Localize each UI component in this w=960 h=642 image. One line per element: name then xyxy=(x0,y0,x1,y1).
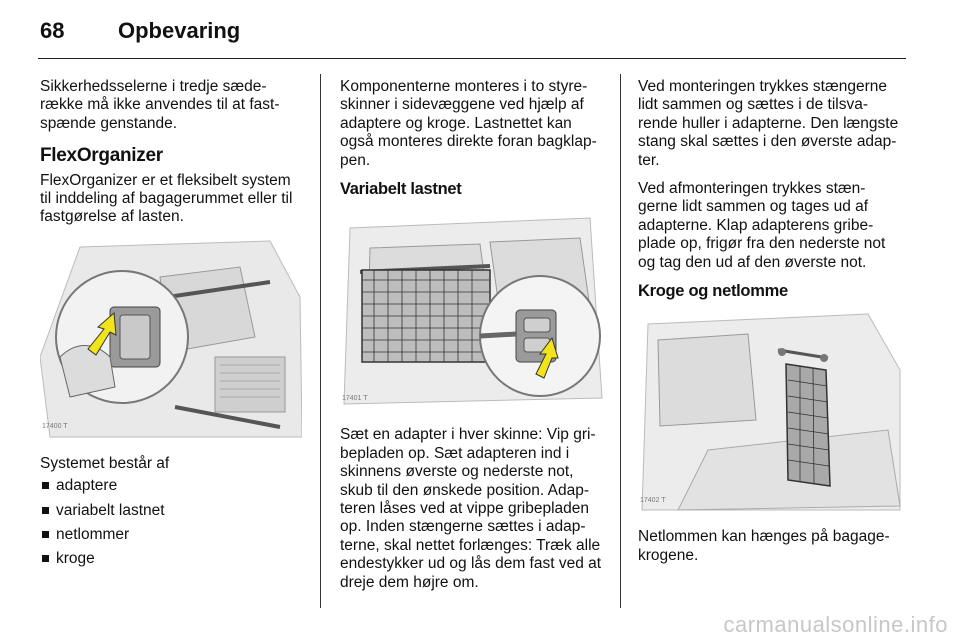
column-divider xyxy=(620,74,621,608)
list-item: adaptere xyxy=(40,477,304,495)
figure-code: 17401 T xyxy=(342,395,368,403)
column-1 xyxy=(40,78,304,575)
figure-code: 17400 T xyxy=(42,423,68,431)
page-header xyxy=(0,0,960,62)
mounting-text: Komponenterne monteres i to styre-skinner i sidevæggene ved hjælp af adaptere og kroge. Lastnettet kan også monteres direkte foran bagklap-pen. xyxy=(340,78,597,169)
figure-flexorganizer-adapter xyxy=(40,237,304,441)
list-item: variabelt lastnet xyxy=(40,502,304,520)
page-number: 68 xyxy=(40,18,65,43)
flexorganizer-text: FlexOrganizer er et fleksibelt system til inddeling af bagagerummet eller til fastgørelse af lasten. xyxy=(40,171,293,226)
figure-variable-net xyxy=(340,208,604,412)
removal-text: Ved afmonteringen trykkes stæn-gerne lidt sammen og tages ud af adapterne. Klap adapterens gribe-plade op, frigør fra den nederste not og tag den ud af den øverste not. xyxy=(638,180,886,271)
net-pocket-text: Netlommen kan hænges på bagage-krogene. xyxy=(638,528,890,564)
cargo-net-illustration xyxy=(340,208,604,412)
column-2 xyxy=(340,78,604,602)
header-rule xyxy=(38,58,906,59)
column-3 xyxy=(638,78,904,575)
system-intro: Systemet består af xyxy=(40,454,170,472)
mounting-rods-text: Ved monteringen trykkes stængerne lidt sammen og sættes i de tilsva-rende huller i adapterne. Den længste stang skal sættes i den øverste adap-ter. xyxy=(638,78,899,169)
page-title: Opbevaring xyxy=(118,18,241,43)
adapter-instructions: Sæt en adapter i hver skinne: Vip gri-bepladen op. Sæt adapteren ind i skinnens øverste og nederste not, skub til den ønskede position. Adap-teren låses ved at vippe gribepladen op. Inden stængerne sættes i adap-terne, skal nettet forlænges: Træk alle endestykker ud og lås dem fast ved at dreje dem højre om. xyxy=(340,426,602,591)
watermark: carmanualsonline.info xyxy=(723,612,948,637)
net-pocket-illustration xyxy=(638,310,902,514)
list-item: netlommer xyxy=(40,526,304,544)
figure-net-pocket xyxy=(638,310,904,514)
variable-net-heading: Variabelt lastnet xyxy=(340,180,462,199)
column-divider xyxy=(320,74,321,608)
component-list xyxy=(40,477,304,569)
seatbelt-warning: Sikkerhedsselerne i tredje sæde-række må ikke anvendes til at fast-spænde genstande. xyxy=(40,78,280,132)
adapter-illustration xyxy=(40,237,302,441)
hooks-pocket-heading: Kroge og netlomme xyxy=(638,282,788,301)
list-item: kroge xyxy=(40,550,304,568)
flexorganizer-heading: FlexOrganizer xyxy=(40,145,163,167)
figure-code: 17402 T xyxy=(640,497,666,505)
